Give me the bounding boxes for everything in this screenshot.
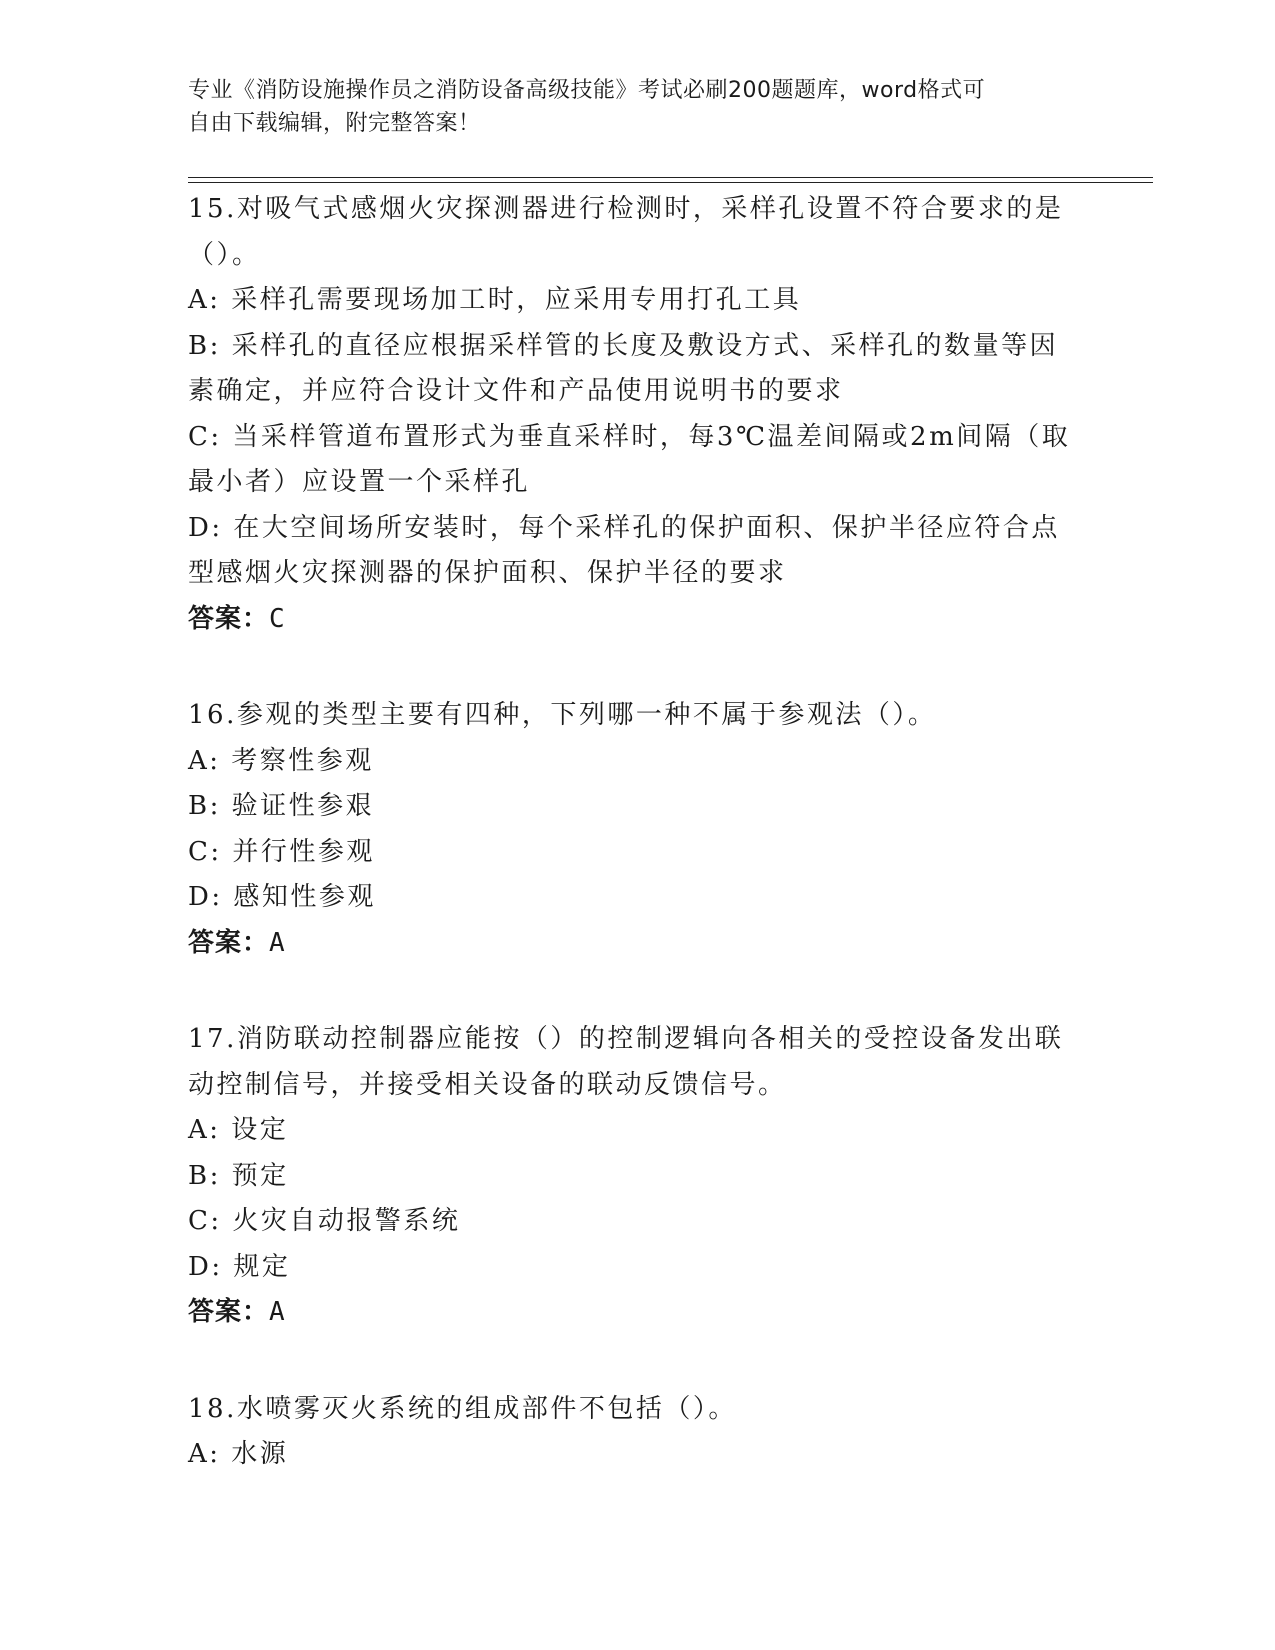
- document-header: [188, 74, 1088, 140]
- answer-value: C: [269, 603, 286, 634]
- question-list: [188, 187, 1088, 1529]
- question-stem-line: 15.对吸气式感烟火灾探测器进行检测时，采样孔设置不符合要求的是: [188, 194, 1064, 224]
- answer-value: A: [269, 1297, 286, 1327]
- answer-option-line: C: 当采样管道布置形式为垂直采样时，每3℃温差间隔或2m间隔（取: [188, 421, 1071, 452]
- answer-option-line: D: 在大空间场所安装时，每个采样孔的保护面积、保护半径应符合点: [188, 512, 1060, 543]
- header-divider-top: [188, 177, 1153, 178]
- answer-key: [188, 1290, 1088, 1336]
- header-line-1: 专业《消防设施操作员之消防设备高级技能》考试必刷200题题库，word格式可: [188, 78, 986, 103]
- question-block: [188, 187, 1088, 642]
- answer-value: A: [269, 927, 286, 958]
- answer-key: [188, 921, 1088, 967]
- answer-option-line: C: 火灾自动报警系统: [188, 1206, 461, 1236]
- header-line-2: 自由下载编辑，附完整答案！: [188, 111, 481, 136]
- question-block: [188, 693, 1088, 966]
- answer-label: 答案：: [188, 1297, 270, 1327]
- answer-option-line: A: 水源: [188, 1439, 289, 1469]
- answer-option-line: 素确定，并应符合设计文件和产品使用说明书的要求: [188, 376, 844, 406]
- answer-label: 答案：: [188, 603, 270, 634]
- answer-option-line: B: 采样孔的直径应根据采样管的长度及敷设方式、采样孔的数量等因: [188, 330, 1059, 361]
- answer-option-line: C: 并行性参观: [188, 836, 375, 867]
- answer-option-line: 最小者）应设置一个采样孔: [188, 467, 531, 497]
- answer-label: 答案：: [188, 927, 270, 958]
- question-stem-line: 17.消防联动控制器应能按（）的控制逻辑向各相关的受控设备发出联: [188, 1024, 1064, 1054]
- answer-option-line: D: 规定: [188, 1251, 291, 1282]
- answer-option-line: A: 采样孔需要现场加工时，应采用专用打孔工具: [188, 285, 802, 315]
- answer-option-line: A: 设定: [188, 1115, 289, 1145]
- answer-option-line: A: 考察性参观: [188, 745, 374, 776]
- answer-option-line: B: 验证性参艰: [188, 791, 375, 821]
- question-block: [188, 1387, 1088, 1478]
- question-block: [188, 1017, 1088, 1336]
- question-stem-line: 动控制信号，并接受相关设备的联动反馈信号。: [188, 1069, 787, 1100]
- question-stem-line: （）。: [188, 239, 261, 270]
- question-stem-line: 18.水喷雾灭火系统的组成部件不包括（）。: [188, 1393, 737, 1424]
- question-stem-line: 16.参观的类型主要有四种，下列哪一种不属于参观法（）。: [188, 700, 937, 730]
- answer-key: [188, 597, 1088, 643]
- answer-option-line: 型感烟火灾探测器的保护面积、保护半径的要求: [188, 558, 787, 588]
- answer-option-line: B: 预定: [188, 1160, 289, 1191]
- answer-option-line: D: 感知性参观: [188, 882, 376, 912]
- header-divider-bottom: [188, 182, 1153, 183]
